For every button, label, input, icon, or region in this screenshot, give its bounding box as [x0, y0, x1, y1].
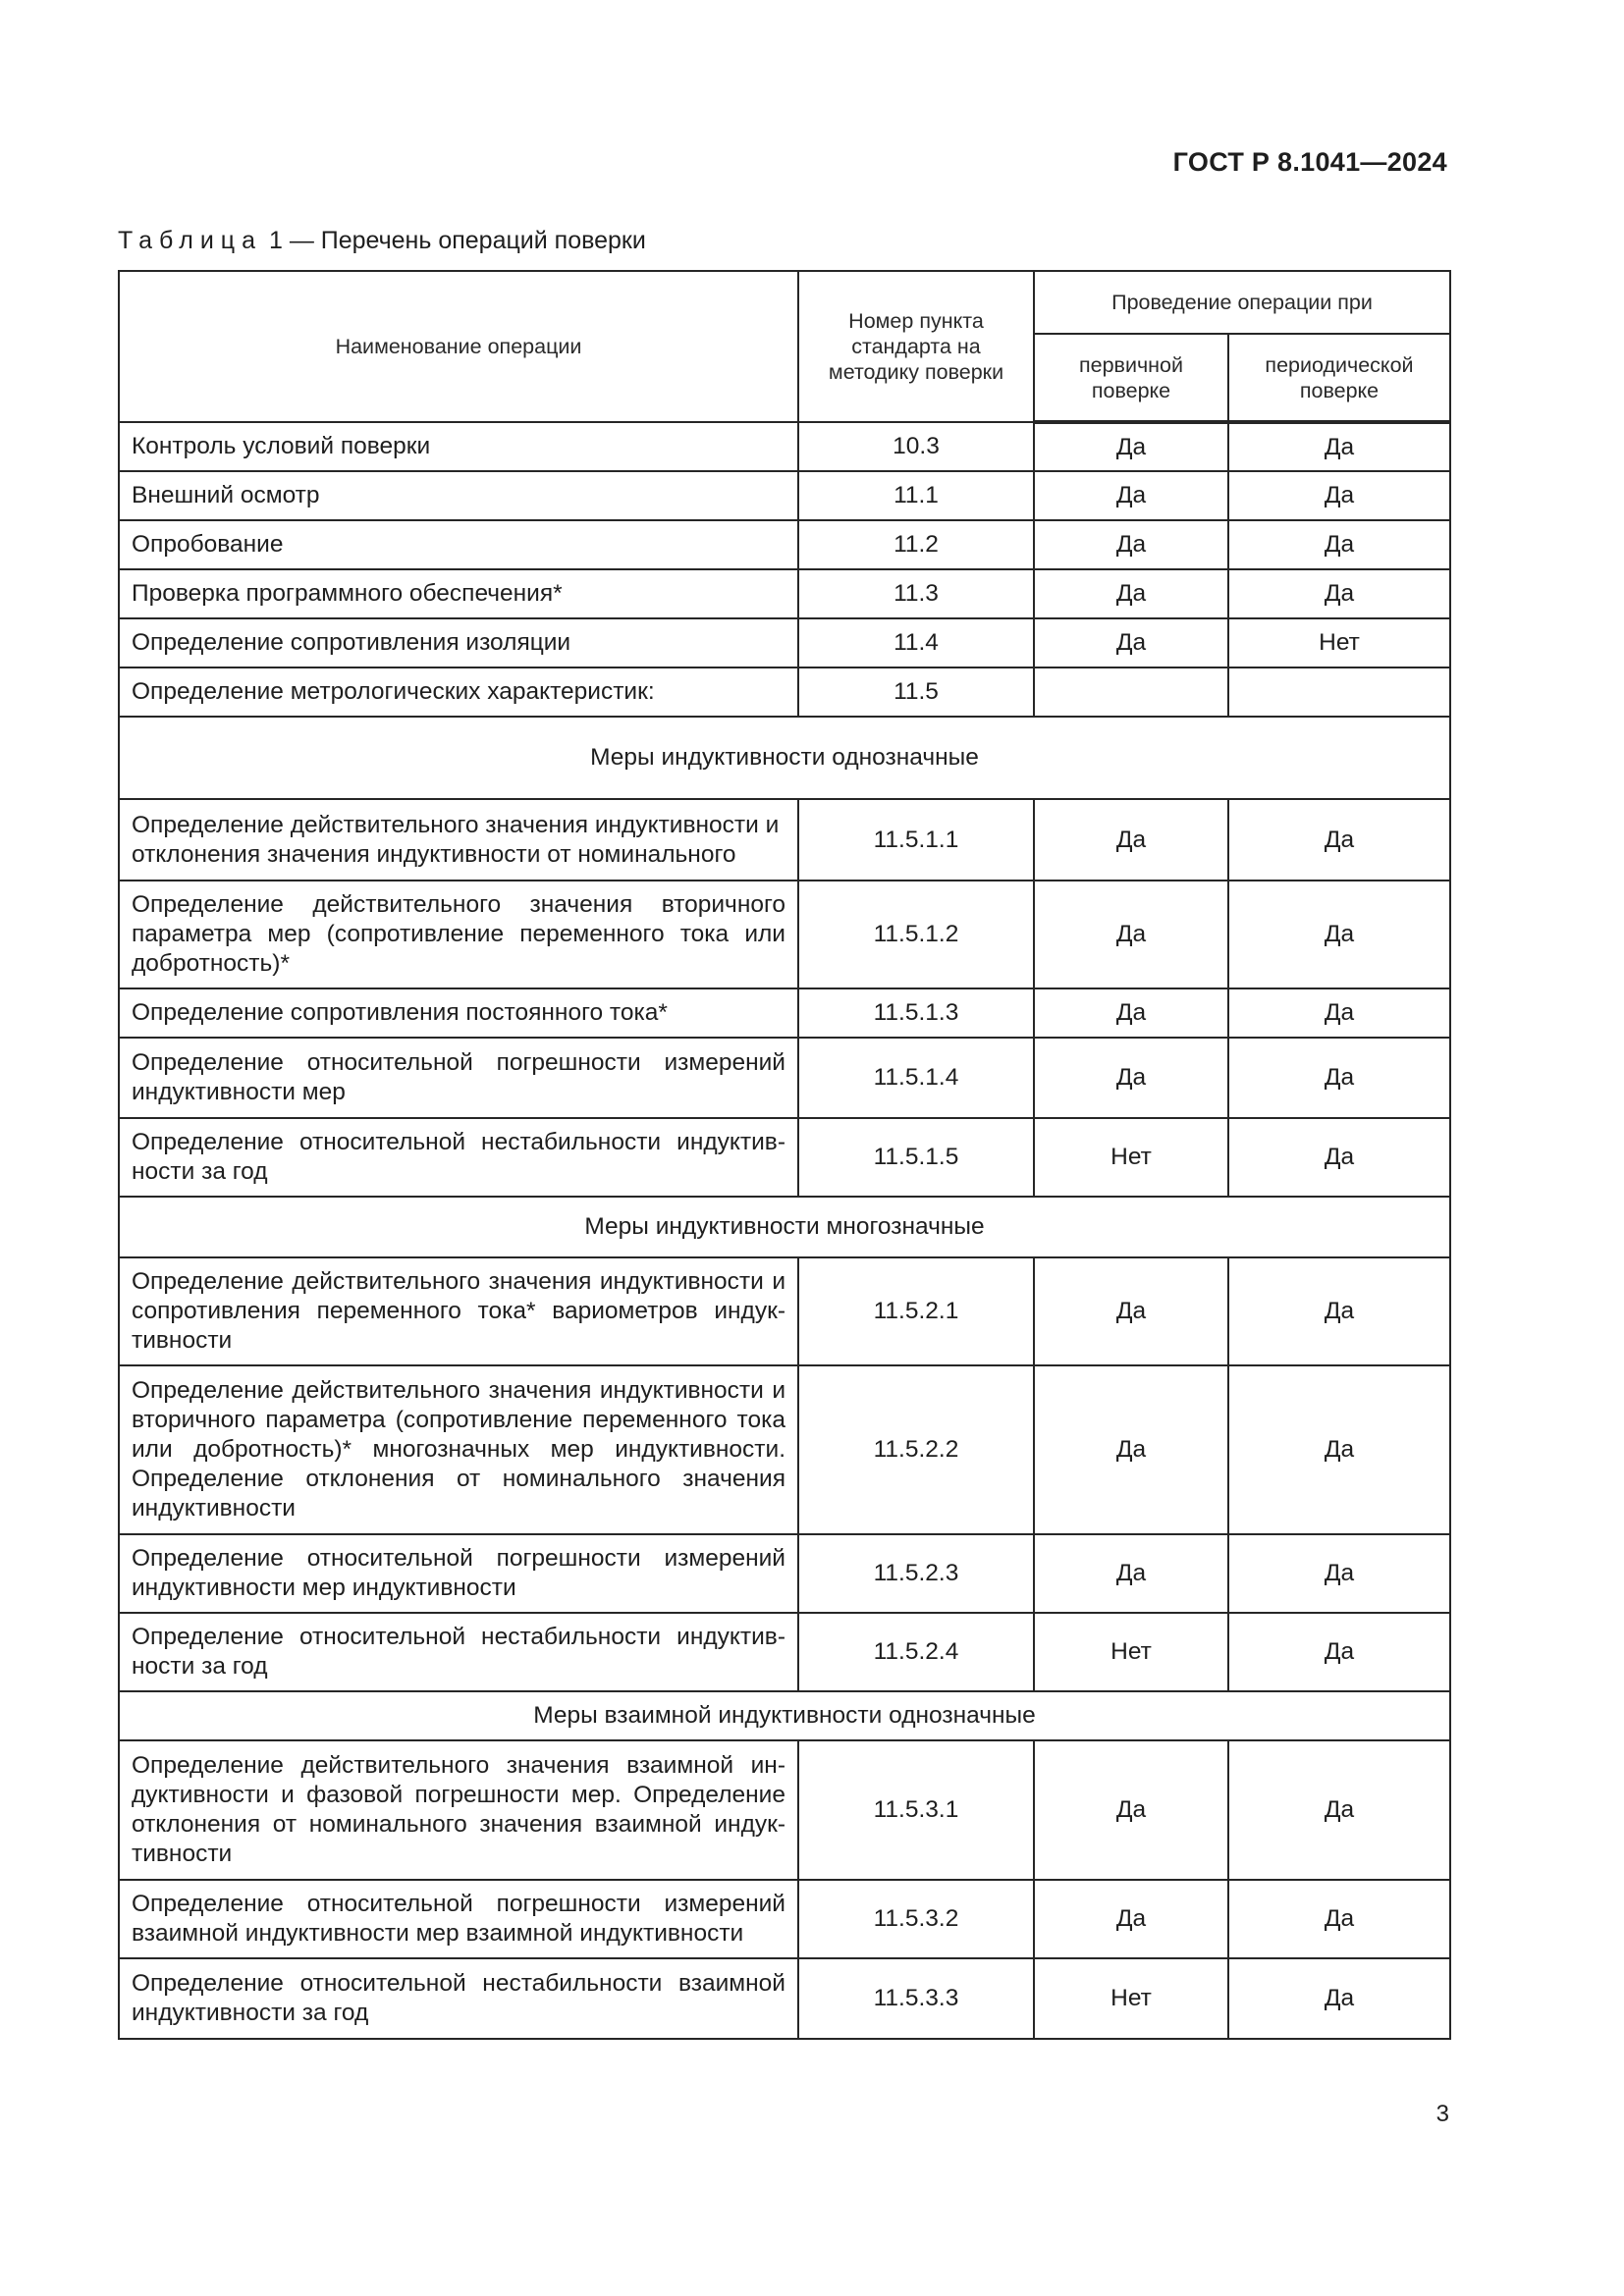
primary-verification-cell: Да	[1034, 1740, 1228, 1880]
header-operation-name: Наименование операции	[119, 271, 798, 422]
operation-name-cell: Определение сопротивления постоянного тока*	[119, 988, 798, 1038]
table-row	[119, 988, 1450, 1038]
table-row	[119, 618, 1450, 667]
operation-name-cell: Определение относительной погрешности измерений индуктивности мер индуктивности	[119, 1534, 798, 1613]
periodic-verification-cell: Да	[1228, 1038, 1450, 1118]
clause-number-cell: 11.5.1.1	[798, 799, 1034, 881]
operation-name-cell: Проверка программного обеспечения*	[119, 569, 798, 618]
clause-number-cell: 11.2	[798, 520, 1034, 569]
primary-verification-cell: Да	[1034, 471, 1228, 520]
header-conduct: Проведение операции при	[1034, 271, 1450, 334]
operation-name-cell: Определение действительного значения индуктивности и отклонения значения индуктивности от номинального	[119, 799, 798, 881]
clause-number-cell: 11.5.3.1	[798, 1740, 1034, 1880]
primary-verification-cell: Да	[1034, 422, 1228, 471]
table-caption-word: Таблица	[118, 227, 263, 254]
header-clause-number: Номер пункта стандарта на методику поверки	[798, 271, 1034, 422]
section-row	[119, 1691, 1450, 1740]
primary-verification-cell: Да	[1034, 799, 1228, 881]
table-row	[119, 1038, 1450, 1118]
primary-verification-cell: Да	[1034, 618, 1228, 667]
primary-verification-cell: Да	[1034, 1257, 1228, 1365]
table-row	[119, 1534, 1450, 1613]
periodic-verification-cell: Да	[1228, 569, 1450, 618]
section-row	[119, 717, 1450, 799]
primary-verification-cell	[1034, 667, 1228, 717]
operation-name-cell: Внешний осмотр	[119, 471, 798, 520]
clause-number-cell: 11.5.2.2	[798, 1365, 1034, 1534]
periodic-verification-cell: Да	[1228, 1613, 1450, 1691]
operation-name-cell: Опробование	[119, 520, 798, 569]
periodic-verification-cell: Да	[1228, 1880, 1450, 1958]
clause-number-cell: 10.3	[798, 422, 1034, 471]
table-body	[119, 422, 1450, 2039]
periodic-verification-cell: Да	[1228, 471, 1450, 520]
periodic-verification-cell: Да	[1228, 1365, 1450, 1534]
primary-verification-cell: Да	[1034, 988, 1228, 1038]
primary-verification-cell: Да	[1034, 569, 1228, 618]
table-row	[119, 1740, 1450, 1880]
primary-verification-cell: Да	[1034, 1880, 1228, 1958]
table-row	[119, 1613, 1450, 1691]
table-row	[119, 881, 1450, 988]
primary-verification-cell: Да	[1034, 1365, 1228, 1534]
section-title: Меры индуктивности однозначные	[119, 717, 1450, 799]
table-row	[119, 1880, 1450, 1958]
operation-name-cell: Определение действительного значения индуктивности и вторичного параметра (сопротивление переменного тока или добротность)* многозначных мер индуктивности. Определение отклонения от номинального значения индуктивности	[119, 1365, 798, 1534]
periodic-verification-cell: Да	[1228, 799, 1450, 881]
periodic-verification-cell: Да	[1228, 1118, 1450, 1197]
section-row	[119, 1197, 1450, 1257]
primary-verification-cell: Да	[1034, 520, 1228, 569]
periodic-verification-cell: Да	[1228, 422, 1450, 471]
table-row	[119, 1958, 1450, 2039]
periodic-verification-cell: Да	[1228, 1740, 1450, 1880]
clause-number-cell: 11.3	[798, 569, 1034, 618]
table-row	[119, 569, 1450, 618]
table-row	[119, 1257, 1450, 1365]
clause-number-cell: 11.5.3.3	[798, 1958, 1034, 2039]
operation-name-cell: Определение относительной погрешности измерений взаимной индуктивности мер взаимной индуктивности	[119, 1880, 798, 1958]
table-row	[119, 799, 1450, 881]
clause-number-cell: 11.5.1.4	[798, 1038, 1034, 1118]
verification-operations-table	[118, 270, 1451, 2040]
clause-number-cell: 11.1	[798, 471, 1034, 520]
periodic-verification-cell: Да	[1228, 1958, 1450, 2039]
periodic-verification-cell: Да	[1228, 1257, 1450, 1365]
table-row	[119, 1365, 1450, 1534]
clause-number-cell: 11.5	[798, 667, 1034, 717]
clause-number-cell: 11.5.1.3	[798, 988, 1034, 1038]
clause-number-cell: 11.5.1.2	[798, 881, 1034, 988]
primary-verification-cell: Да	[1034, 1038, 1228, 1118]
periodic-verification-cell: Да	[1228, 881, 1450, 988]
periodic-verification-cell: Да	[1228, 1534, 1450, 1613]
clause-number-cell: 11.5.2.1	[798, 1257, 1034, 1365]
operation-name-cell: Определение относительной нестабильности индуктивности за год	[119, 1613, 798, 1691]
primary-verification-cell: Нет	[1034, 1613, 1228, 1691]
table-row	[119, 422, 1450, 471]
primary-verification-cell: Нет	[1034, 1958, 1228, 2039]
operation-name-cell: Определение метрологических характеристик:	[119, 667, 798, 717]
document-code: ГОСТ Р 8.1041—2024	[1172, 147, 1447, 177]
operation-name-cell: Определение действительного значения взаимной индуктивности и фазовой погрешности мер. Определение отклонения от номинального значения взаимной индуктивности	[119, 1740, 798, 1880]
primary-verification-cell: Да	[1034, 881, 1228, 988]
section-title: Меры индуктивности многозначные	[119, 1197, 1450, 1257]
periodic-verification-cell	[1228, 667, 1450, 717]
operation-name-cell: Определение действительного значения индуктивности и сопротивления переменного тока* вариометров индуктивности	[119, 1257, 798, 1365]
clause-number-cell: 11.5.3.2	[798, 1880, 1034, 1958]
primary-verification-cell: Нет	[1034, 1118, 1228, 1197]
operation-name-cell: Определение относительной погрешности измерений индуктивности мер	[119, 1038, 798, 1118]
table-row	[119, 667, 1450, 717]
operation-name-cell: Определение относительной нестабильности взаимной индуктивности за год	[119, 1958, 798, 2039]
table-caption-title: 1 — Перечень операций поверки	[262, 227, 646, 254]
clause-number-cell: 11.4	[798, 618, 1034, 667]
table-row	[119, 520, 1450, 569]
periodic-verification-cell: Да	[1228, 520, 1450, 569]
header-periodic-verification: периодической поверке	[1228, 334, 1450, 422]
operation-name-cell: Определение действительного значения вторичного параметра мер (сопротивление переменного тока или добротность)*	[119, 881, 798, 988]
clause-number-cell: 11.5.1.5	[798, 1118, 1034, 1197]
clause-number-cell: 11.5.2.3	[798, 1534, 1034, 1613]
primary-verification-cell: Да	[1034, 1534, 1228, 1613]
section-title: Меры взаимной индуктивности однозначные	[119, 1691, 1450, 1740]
periodic-verification-cell: Нет	[1228, 618, 1450, 667]
periodic-verification-cell: Да	[1228, 988, 1450, 1038]
header-primary-verification: первичной поверке	[1034, 334, 1228, 422]
operation-name-cell: Определение относительной нестабильности индуктивности за год	[119, 1118, 798, 1197]
table-row	[119, 1118, 1450, 1197]
clause-number-cell: 11.5.2.4	[798, 1613, 1034, 1691]
table-caption	[118, 227, 646, 255]
operation-name-cell: Определение сопротивления изоляции	[119, 618, 798, 667]
table-row	[119, 471, 1450, 520]
operation-name-cell: Контроль условий поверки	[119, 422, 798, 471]
page-number: 3	[1435, 2101, 1449, 2127]
